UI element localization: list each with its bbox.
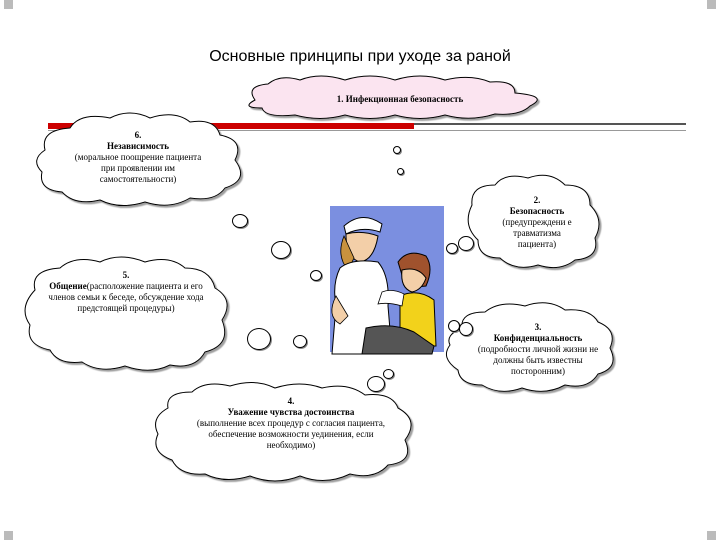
principle-5-number: 5. xyxy=(122,270,130,280)
principle-2-number: 2. xyxy=(533,195,541,205)
thought-bubble xyxy=(293,335,307,348)
thought-bubble xyxy=(393,146,401,154)
principle-6-heading: Независимость xyxy=(106,141,170,151)
thought-bubble xyxy=(367,376,385,392)
thought-bubble xyxy=(247,328,271,350)
thought-bubble xyxy=(310,270,322,281)
principle-1-heading: 1. Инфекционная безопасность xyxy=(336,94,464,104)
principle-3-heading: Конфиденциальность xyxy=(493,333,583,343)
principle-1 xyxy=(292,94,508,105)
slide-title: Основные принципы при уходе за раной xyxy=(209,48,511,65)
principle-5-detail: (расположение пациента и его членов семьи к беседе, обсуждение хода предстоящей процедуры) xyxy=(48,281,204,313)
principle-4-detail: (выполнение всех процедур с согласия пациента, обеспечение возможности уединения, если необходимо) xyxy=(196,418,386,450)
principle-6 xyxy=(58,130,218,185)
thought-bubble xyxy=(458,236,474,251)
principle-2-heading: Безопасность xyxy=(509,206,565,216)
principle-3-detail: (подробности личной жизни не должны быть известны посторонним) xyxy=(477,344,599,376)
nurse-patient-illustration xyxy=(322,196,446,356)
principle-3-number: 3. xyxy=(534,322,542,332)
principle-5 xyxy=(46,270,206,314)
principle-2-detail: (предупреждени е травматизма пациента) xyxy=(502,217,572,249)
thought-bubble xyxy=(271,241,291,259)
thought-bubble xyxy=(397,168,404,175)
principle-4 xyxy=(180,396,402,451)
principle-6-number: 6. xyxy=(134,130,142,140)
principle-3 xyxy=(468,322,608,377)
thought-bubble xyxy=(383,369,394,379)
principle-4-heading: Уважение чувства достоинства xyxy=(227,407,355,417)
principle-2 xyxy=(492,195,582,250)
principle-4-number: 4. xyxy=(287,396,295,406)
thought-bubble xyxy=(232,214,248,228)
principle-5-heading: Общение xyxy=(49,281,87,291)
thought-bubble xyxy=(446,243,458,254)
principle-6-detail: (моральное поощрение пациента при проявлении им самостоятельности) xyxy=(74,152,202,184)
